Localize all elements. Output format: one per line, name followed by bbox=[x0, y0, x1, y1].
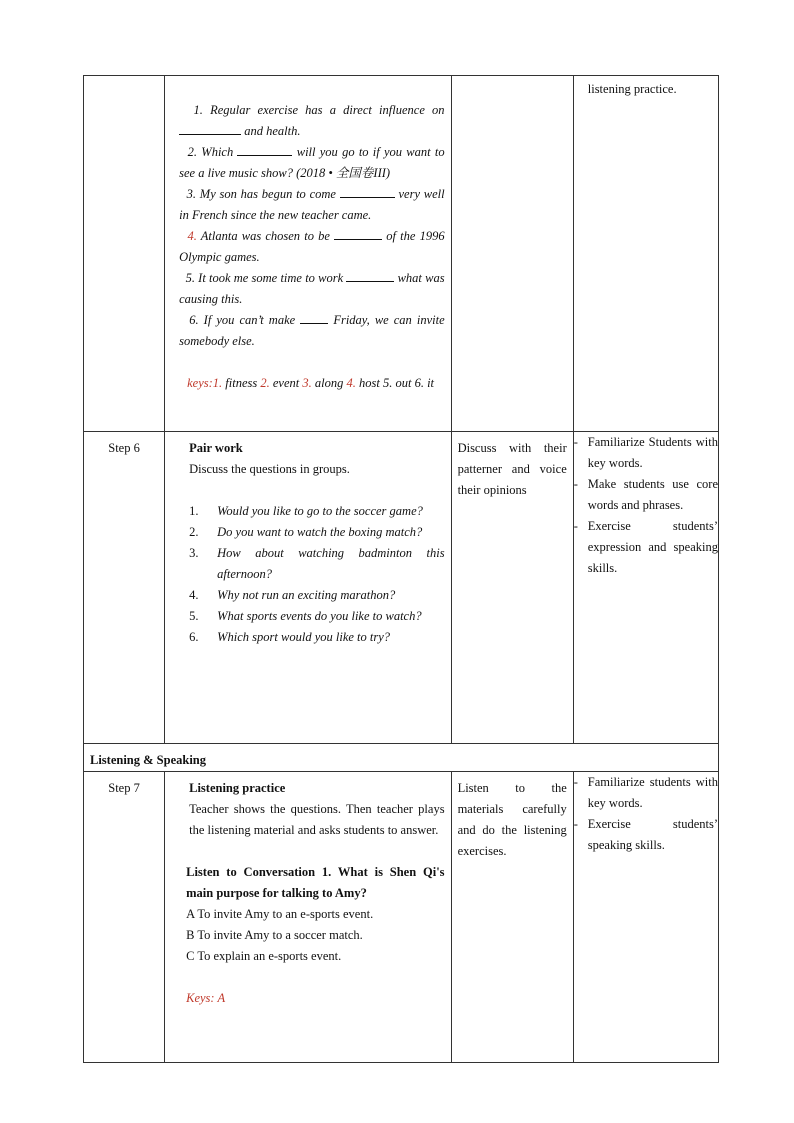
table-row bbox=[84, 744, 719, 772]
exercise-item: 6. If you can’t make Friday, we can invite somebody else. bbox=[179, 310, 444, 352]
purpose-list bbox=[574, 772, 718, 856]
answer-keys: Keys: A bbox=[186, 991, 226, 1005]
list-item: 5. What sports events do you like to watch? bbox=[189, 609, 422, 623]
exercise-cell bbox=[165, 76, 451, 432]
purpose-text: listening practice. bbox=[587, 82, 677, 96]
table-row bbox=[84, 432, 719, 744]
answer-blank bbox=[300, 310, 328, 324]
activity-description: Teacher shows the questions. Then teacher plays the listening material and asks students to answer. bbox=[189, 802, 445, 837]
option-b: B To invite Amy to a soccer match. bbox=[186, 928, 363, 942]
exercise-item: 5. It took me some time to work what was causing this. bbox=[179, 268, 444, 310]
answer-blank bbox=[237, 142, 292, 156]
lesson-plan-table bbox=[83, 75, 719, 1063]
answer-blank bbox=[346, 268, 394, 282]
step-label: Step 6 bbox=[108, 441, 140, 455]
list-item: 2. Do you want to watch the boxing match? bbox=[189, 525, 423, 539]
list-item: 4. Why not run an exciting marathon? bbox=[189, 588, 396, 602]
activity-cell bbox=[165, 772, 451, 1063]
listening-question: Listen to Conversation 1. What is Shen Qi's main purpose for talking to Amy? bbox=[186, 865, 445, 900]
list-item: 1. Would you like to go to the soccer game? bbox=[189, 504, 423, 518]
activity-cell bbox=[165, 432, 451, 744]
list-item: 6. Which sport would you like to try? bbox=[189, 630, 391, 644]
purpose-list bbox=[574, 432, 718, 579]
step-label: Step 7 bbox=[108, 781, 140, 795]
option-c: C To explain an e-sports event. bbox=[186, 949, 342, 963]
exercise-item: 3. My son has begun to come very well in French since the new teacher came. bbox=[179, 184, 444, 226]
answer-blank bbox=[340, 184, 395, 198]
list-item: - Familiarize Students with key words. bbox=[573, 435, 718, 470]
list-item: - Exercise students’ speaking skills. bbox=[573, 817, 718, 852]
activity-title: Pair work bbox=[189, 441, 243, 455]
list-item: - Make students use core words and phrases. bbox=[573, 477, 718, 512]
step-cell bbox=[84, 432, 165, 744]
answer-blank bbox=[179, 121, 241, 135]
answer-blank bbox=[334, 226, 382, 240]
section-header-cell bbox=[84, 744, 719, 772]
list-item: - Familiarize students with key words. bbox=[573, 775, 718, 810]
purpose-cell bbox=[573, 76, 718, 432]
activity-instruction: Discuss the questions in groups. bbox=[189, 462, 350, 476]
student-activity-cell bbox=[451, 772, 573, 1063]
exercise-item: 4. Atlanta was chosen to be of the 1996 Olympic games. bbox=[179, 226, 444, 268]
activity-title: Listening practice bbox=[189, 781, 286, 795]
exercise-item: 2. Which will you go to if you want to see a live music show? (2018 • 全国卷III) bbox=[179, 142, 444, 184]
exercise-item: 1. Regular exercise has a direct influence on and health. bbox=[179, 100, 444, 142]
list-item: 3. How about watching badminton this afternoon? bbox=[189, 546, 445, 581]
purpose-cell bbox=[573, 432, 718, 744]
student-activity-text: Listen to the materials carefully and do the listening exercises. bbox=[457, 781, 567, 858]
option-a: A To invite Amy to an e-sports event. bbox=[186, 907, 374, 921]
step-cell bbox=[84, 772, 165, 1063]
answer-keys: keys:1. fitness 2. event 3. along 4. host 5. out 6. it bbox=[187, 376, 435, 390]
section-title: Listening & Speaking bbox=[90, 753, 207, 767]
table-row bbox=[84, 772, 719, 1063]
table-row bbox=[84, 76, 719, 432]
student-activity-cell-empty bbox=[451, 76, 573, 432]
student-activity-text: Discuss with their patterner and voice their opinions bbox=[457, 441, 567, 497]
student-activity-cell bbox=[451, 432, 573, 744]
question-list bbox=[189, 501, 444, 648]
step-cell-empty bbox=[84, 76, 165, 432]
purpose-cell bbox=[573, 772, 718, 1063]
list-item: - Exercise students’ expression and speaking skills. bbox=[573, 519, 718, 575]
